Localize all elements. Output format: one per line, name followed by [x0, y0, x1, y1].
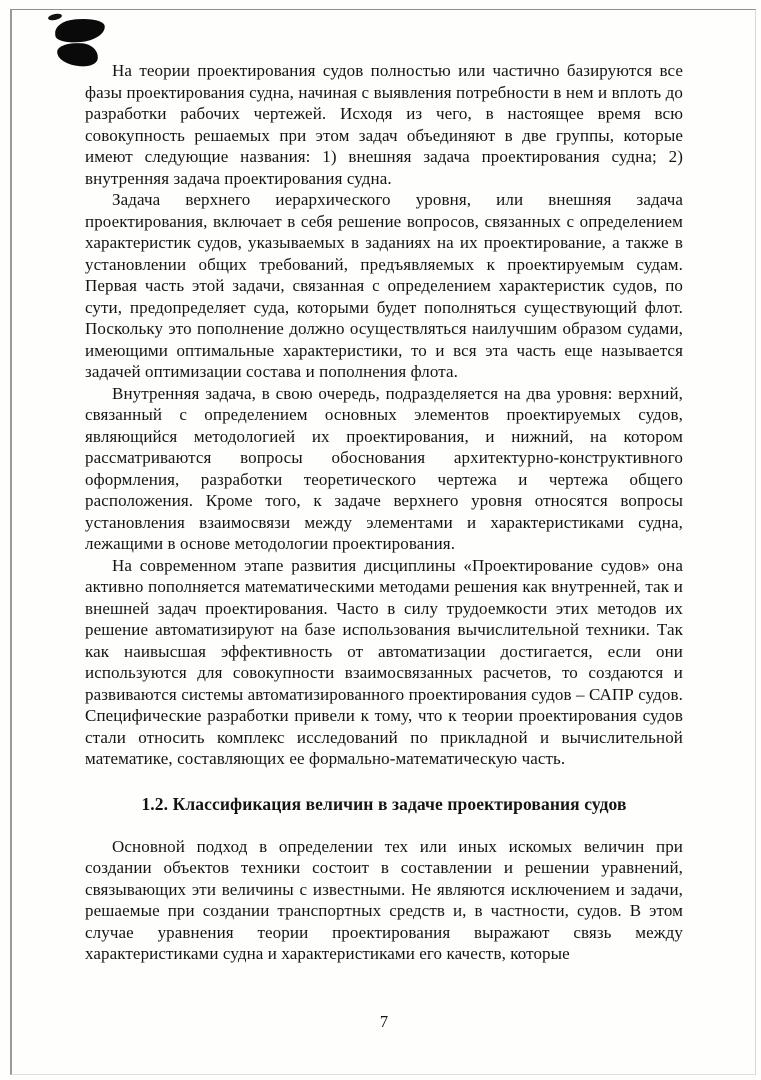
paragraph: Задача верхнего иерархического уровня, или внешняя задача проектирования, включает в себя решение вопросов, связанных с определением характеристик судов, указываемых в заданиях на их проектирование, а также в установлении общих требований, предъявляемых к проектируемым судам. Первая часть этой задачи, связанная с определением характеристик судов, по сути, предопределяет суда, которыми будет пополняться существующий флот. Поскольку это пополнение должно осуществляться наилучшим образом судами, имеющими оптимальные характеристики, то и вся эта часть еще называется задачей оптимизации состава и пополнения флота.: [85, 190, 683, 381]
paragraph: Основной подход в определении тех или иных искомых величин при создании объектов техники состоит в составлении и решении уравнений, связывающих эти величины с известными. Не являются исключением и задачи, решаемые при создании транспортных средств и, в частности, судов. В этом случае уравнения теории проектирования выражают связь между характеристиками судна и характеристиками его качеств, которые: [85, 836, 683, 963]
paragraph: Внутренняя задача, в свою очередь, подразделяется на два уровня: верхний, связанный с определением основных элементов проектируемых судов, являющийся методологией их проектирования, и нижний, на котором рассматриваются вопросы обоснования архитектурно-конструктивного оформления, разработки теоретического чертежа и чертежа общего расположения. Кроме того, к задаче верхнего уровня относятся вопросы установления взаимосвязи между элементами и характеристиками судна, лежащими в основе методологии проектирования.: [85, 383, 683, 553]
section-heading: 1.2. Классификация величин в задаче проектирования судов: [141, 793, 627, 814]
text-block: [85, 60, 683, 965]
page-number: 7: [379, 1012, 389, 1031]
paragraph: На современном этапе развития дисциплины «Проектирование судов» она активно пополняется математическими методами решения как внутренней, так и внешней задач проектирования. Часто в силу трудоемкости этих методов их решение автоматизируют на базе использования вычислительной техники. Так как наивысшая эффективность от автоматизации достигается, если они используются для совокупности взаимосвязанных расчетов, то создаются и развиваются системы автоматизированного проектирования судов – САПР судов. Специфические разработки привели к тому, что к теории проектирования судов стали относить комплекс исследований по прикладной и вычислительной математике, составляющих ее формально-математическую часть.: [85, 555, 683, 768]
scan-artifact-speck: [48, 13, 63, 22]
scan-artifact-blob: [54, 17, 106, 44]
paragraph: На теории проектирования судов полностью или частично базируются все фазы проектирования судна, начиная с выявления потребности в нем и вплоть до разработки рабочих чертежей. Исходя из чего, в настоящее время всю совокупность решаемых при этом задач объединяют в две группы, которые имеют следующие названия: 1) внешняя задача проектирования судна; 2) внутренняя задача проектирования судна.: [85, 61, 683, 188]
